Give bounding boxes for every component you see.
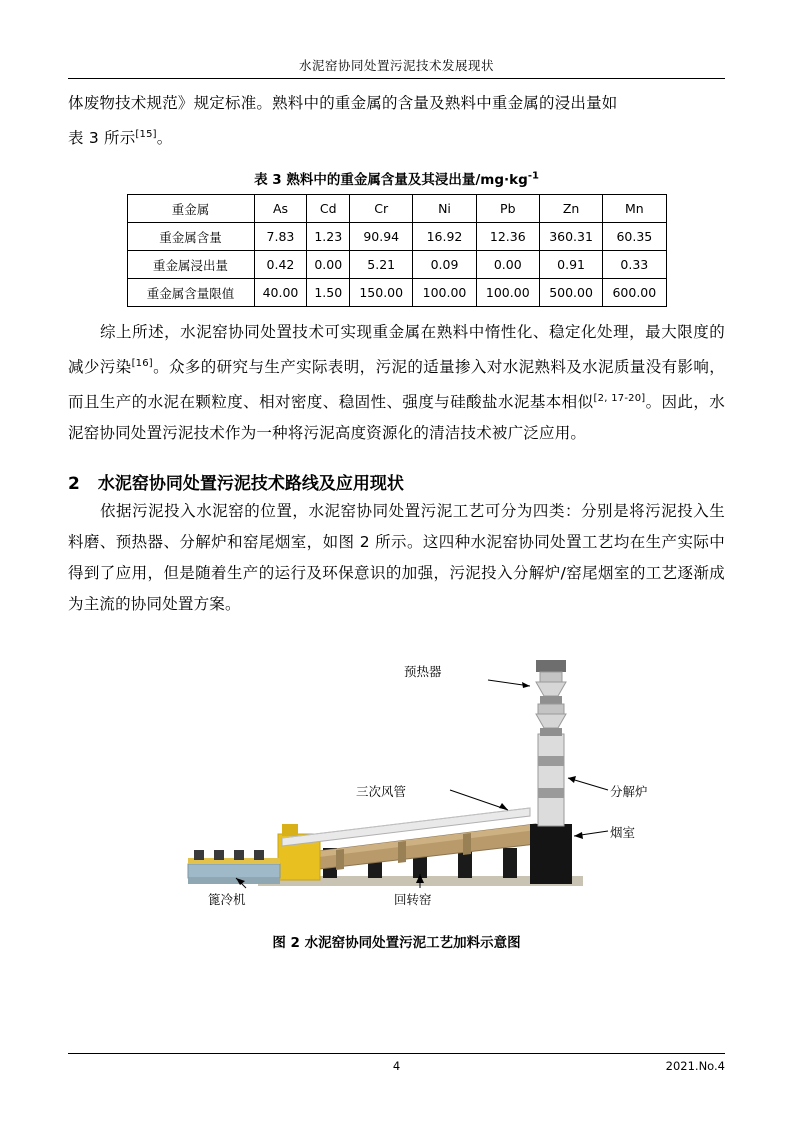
- paragraph-1-line-2: 表 3 所示: [68, 129, 136, 148]
- paragraph-3: 依据污泥投入水泥窑的位置，水泥窑协同处置污泥工艺可分为四类：分别是将污泥投入生料磨、预热器、分解炉和窑尾烟室，如图 2 所示。这四种水泥窑协同处置工艺均在生产实际中得到了应用，但是随着生产的运行及环保意识的加强，污泥投入分解炉/窑尾烟室的工艺逐渐成为主流的协同处置方案。: [68, 502, 725, 614]
- section-number: 2: [68, 474, 80, 495]
- table-caption: [68, 168, 725, 188]
- figure-label-smoke-chamber: 烟室: [610, 825, 636, 841]
- table-header-row: [127, 195, 666, 223]
- table-cell: 7.83: [254, 223, 307, 251]
- table-header-cell: Mn: [603, 195, 666, 223]
- table-row: [127, 279, 666, 307]
- table-header-cell: 重金属: [127, 195, 254, 223]
- table-row: [127, 251, 666, 279]
- table-cell: 1.23: [307, 223, 350, 251]
- paragraph-2-part-3: 。因此，水泥窑协同处置污泥技术作为一种将污泥高度资源化的清洁技术被广泛应用。: [68, 393, 725, 443]
- table-header-cell: Pb: [476, 195, 539, 223]
- table-header-cell: Cd: [307, 195, 350, 223]
- table-cell: 0.09: [413, 251, 476, 279]
- section-title: 水泥窑协同处置污泥技术路线及应用现状: [97, 474, 404, 495]
- table-cell: 500.00: [539, 279, 602, 307]
- page-content: [68, 88, 725, 952]
- table-cell: 0.00: [307, 251, 350, 279]
- citation-2-17-20: [2, 17-20]: [593, 393, 646, 405]
- citation-15: [15]: [135, 129, 157, 140]
- figure-label-rotary-kiln: 回转窑: [394, 892, 432, 908]
- table-cell: 0.00: [476, 251, 539, 279]
- table-cell: 0.91: [539, 251, 602, 279]
- heavy-metal-table: [127, 194, 667, 307]
- table-cell: 12.36: [476, 223, 539, 251]
- figure-label-tertiary-air-duct: 三次风管: [356, 784, 407, 800]
- citation-16: [16]: [131, 358, 153, 370]
- section-heading: [68, 469, 725, 494]
- table-row-label: 重金属含量: [127, 223, 254, 251]
- paragraph-1: [68, 88, 725, 154]
- table-cell: 90.94: [350, 223, 413, 251]
- table-cell: 360.31: [539, 223, 602, 251]
- figure-label-grate-cooler: 篦冷机: [208, 892, 246, 908]
- table-caption-main: 表 3 熟料中的重金属含量及其浸出量: [254, 172, 476, 189]
- footer-page-number: 4: [392, 1059, 401, 1073]
- table-cell: 5.21: [350, 251, 413, 279]
- table-row-label: 重金属含量限值: [127, 279, 254, 307]
- kiln-diagram-svg: [68, 638, 725, 923]
- table-cell: 40.00: [254, 279, 307, 307]
- table-header-cell: Zn: [539, 195, 602, 223]
- paragraph-1-line-2-end: 。: [156, 129, 173, 148]
- table-cell: 100.00: [476, 279, 539, 307]
- table-caption-unit-exponent: -1: [527, 170, 539, 182]
- table-caption-unit: /mg·kg: [475, 172, 528, 189]
- footer-issue: 2021.No.4: [665, 1059, 725, 1073]
- figure-label-preheater: 预热器: [404, 664, 442, 680]
- table-cell: 1.50: [307, 279, 350, 307]
- table-cell: 0.42: [254, 251, 307, 279]
- figure-caption: 图 2 水泥窑协同处置污泥工艺加料示意图: [272, 935, 521, 952]
- footer-rule: [68, 1053, 725, 1054]
- paragraph-2-part-2: 。众多的研究与生产实际表明，污泥的适量掺入对水泥熟料及水泥质量没有影响，而且生产的水泥在颗粒度、相对密度、稳固性、强度与硅酸盐水泥基本相似: [68, 358, 725, 412]
- paragraph-1-line-1: 体废物技术规范》规定标准。熟料中的重金属的含量及熟料中重金属的浸出量如: [68, 94, 618, 112]
- table-cell: 100.00: [413, 279, 476, 307]
- paragraph-2: [68, 317, 725, 449]
- table-row: [127, 223, 666, 251]
- header-rule: [68, 78, 725, 79]
- table-cell: 150.00: [350, 279, 413, 307]
- table-header-cell: As: [254, 195, 307, 223]
- table-cell: 0.33: [603, 251, 666, 279]
- table-cell: 16.92: [413, 223, 476, 251]
- figure-label-calciner: 分解炉: [610, 784, 648, 800]
- table-header-cell: Ni: [413, 195, 476, 223]
- figure-2: [68, 638, 725, 952]
- figure-2-illustration: [68, 638, 725, 923]
- table-cell: 600.00: [603, 279, 666, 307]
- paragraph-2-part-1: 综上所述，水泥窑协同处置技术可实现重金属在熟料中惰性化、稳定化处理，最大限度的减少污染: [68, 323, 725, 377]
- running-head: 水泥窑协同处置污泥技术发展现状: [298, 58, 494, 73]
- table-row-label: 重金属浸出量: [127, 251, 254, 279]
- table-cell: 60.35: [603, 223, 666, 251]
- table-header-cell: Cr: [350, 195, 413, 223]
